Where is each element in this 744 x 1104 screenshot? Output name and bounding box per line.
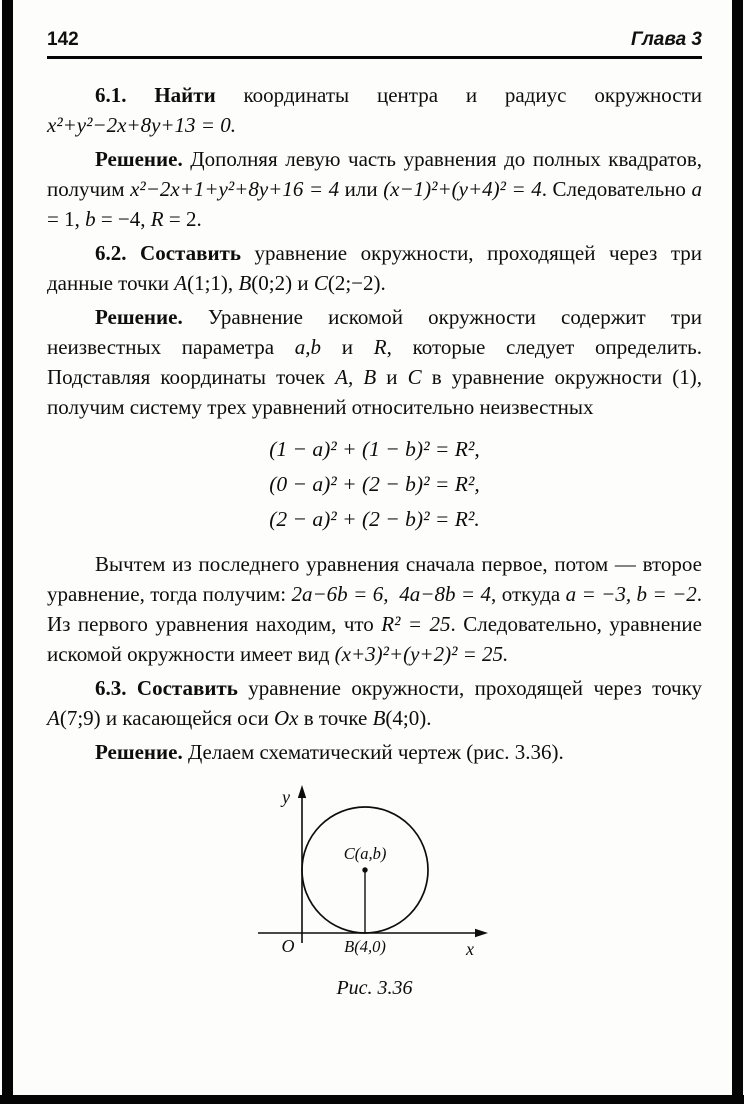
solution-6-3: Решение. Делаем схематический чертеж (рис. 3.36).: [95, 740, 564, 764]
page-header: [47, 0, 702, 51]
y-axis-label: y: [281, 787, 290, 807]
chapter-title: Глава 3: [631, 29, 702, 50]
page-content: [47, 0, 702, 1000]
page-number: 142: [47, 29, 79, 50]
center-label: C(a,b): [343, 844, 386, 863]
y-axis-arrow-icon: [297, 785, 305, 798]
tangent-point-label: B(4,0): [343, 937, 386, 956]
equation-line-1: (1 − a)² + (1 − b)² = R²,: [269, 437, 480, 461]
circle-diagram: [250, 783, 500, 967]
problem-6-1: 6.1. Найти координаты центра и радиус окружности x²+y²−2x+8y+13 = 0.: [47, 83, 702, 137]
equation-line-3: (2 − a)² + (2 − b)² = R².: [269, 507, 480, 531]
equation-system: [47, 432, 702, 537]
solution-6-2-intro: Решение. Уравнение искомой окружности содержит три неизвестных параметра a,b и R, которые следует определить. Подставляя координаты точек A, B и C в уравнение окружности (1), получим систему трех уравнений относительно неизвестных: [47, 305, 702, 419]
equation-line-2: (0 − a)² + (2 − b)² = R²,: [269, 472, 480, 496]
center-point: [362, 867, 367, 872]
figure-caption: Рис. 3.36: [336, 977, 413, 999]
header-rule: [47, 56, 702, 59]
bottom-border-bar: [0, 1095, 744, 1104]
body-text: [47, 80, 702, 767]
problem-6-3: 6.3. Составить уравнение окружности, проходящей через точку A(7;9) и касающейся оси Ox в точке B(4;0).: [47, 676, 702, 730]
left-border-bar: [2, 0, 13, 1104]
problem-6-2: 6.2. Составить уравнение окружности, проходящей через три данные точки A(1;1), B(0;2) и C(2;−2).: [47, 241, 702, 295]
x-axis-arrow-icon: [475, 929, 488, 937]
right-border-bar: [732, 0, 743, 1104]
solution-6-1: Решение. Дополняя левую часть уравнения до полных квадратов, получим x²−2x+1+y²+8y+16 = 4 или (x−1)²+(y+4)² = 4. Следовательно a = 1, b = −4, R = 2.: [47, 147, 702, 231]
solution-6-2-continued: Вычтем из последнего уравнения сначала первое, потом — второе уравнение, тогда получим: 2a−6b = 6, 4a−8b = 4, откуда a = −3, b = −2. Из первого уравнения находим, что R² = 25. Следовательно, уравнение искомой окружности имеет вид (x+3)²+(y+2)² = 25.: [47, 552, 702, 666]
origin-label: O: [281, 936, 294, 956]
figure-3-36: [47, 783, 702, 1000]
x-axis-label: x: [465, 939, 474, 959]
